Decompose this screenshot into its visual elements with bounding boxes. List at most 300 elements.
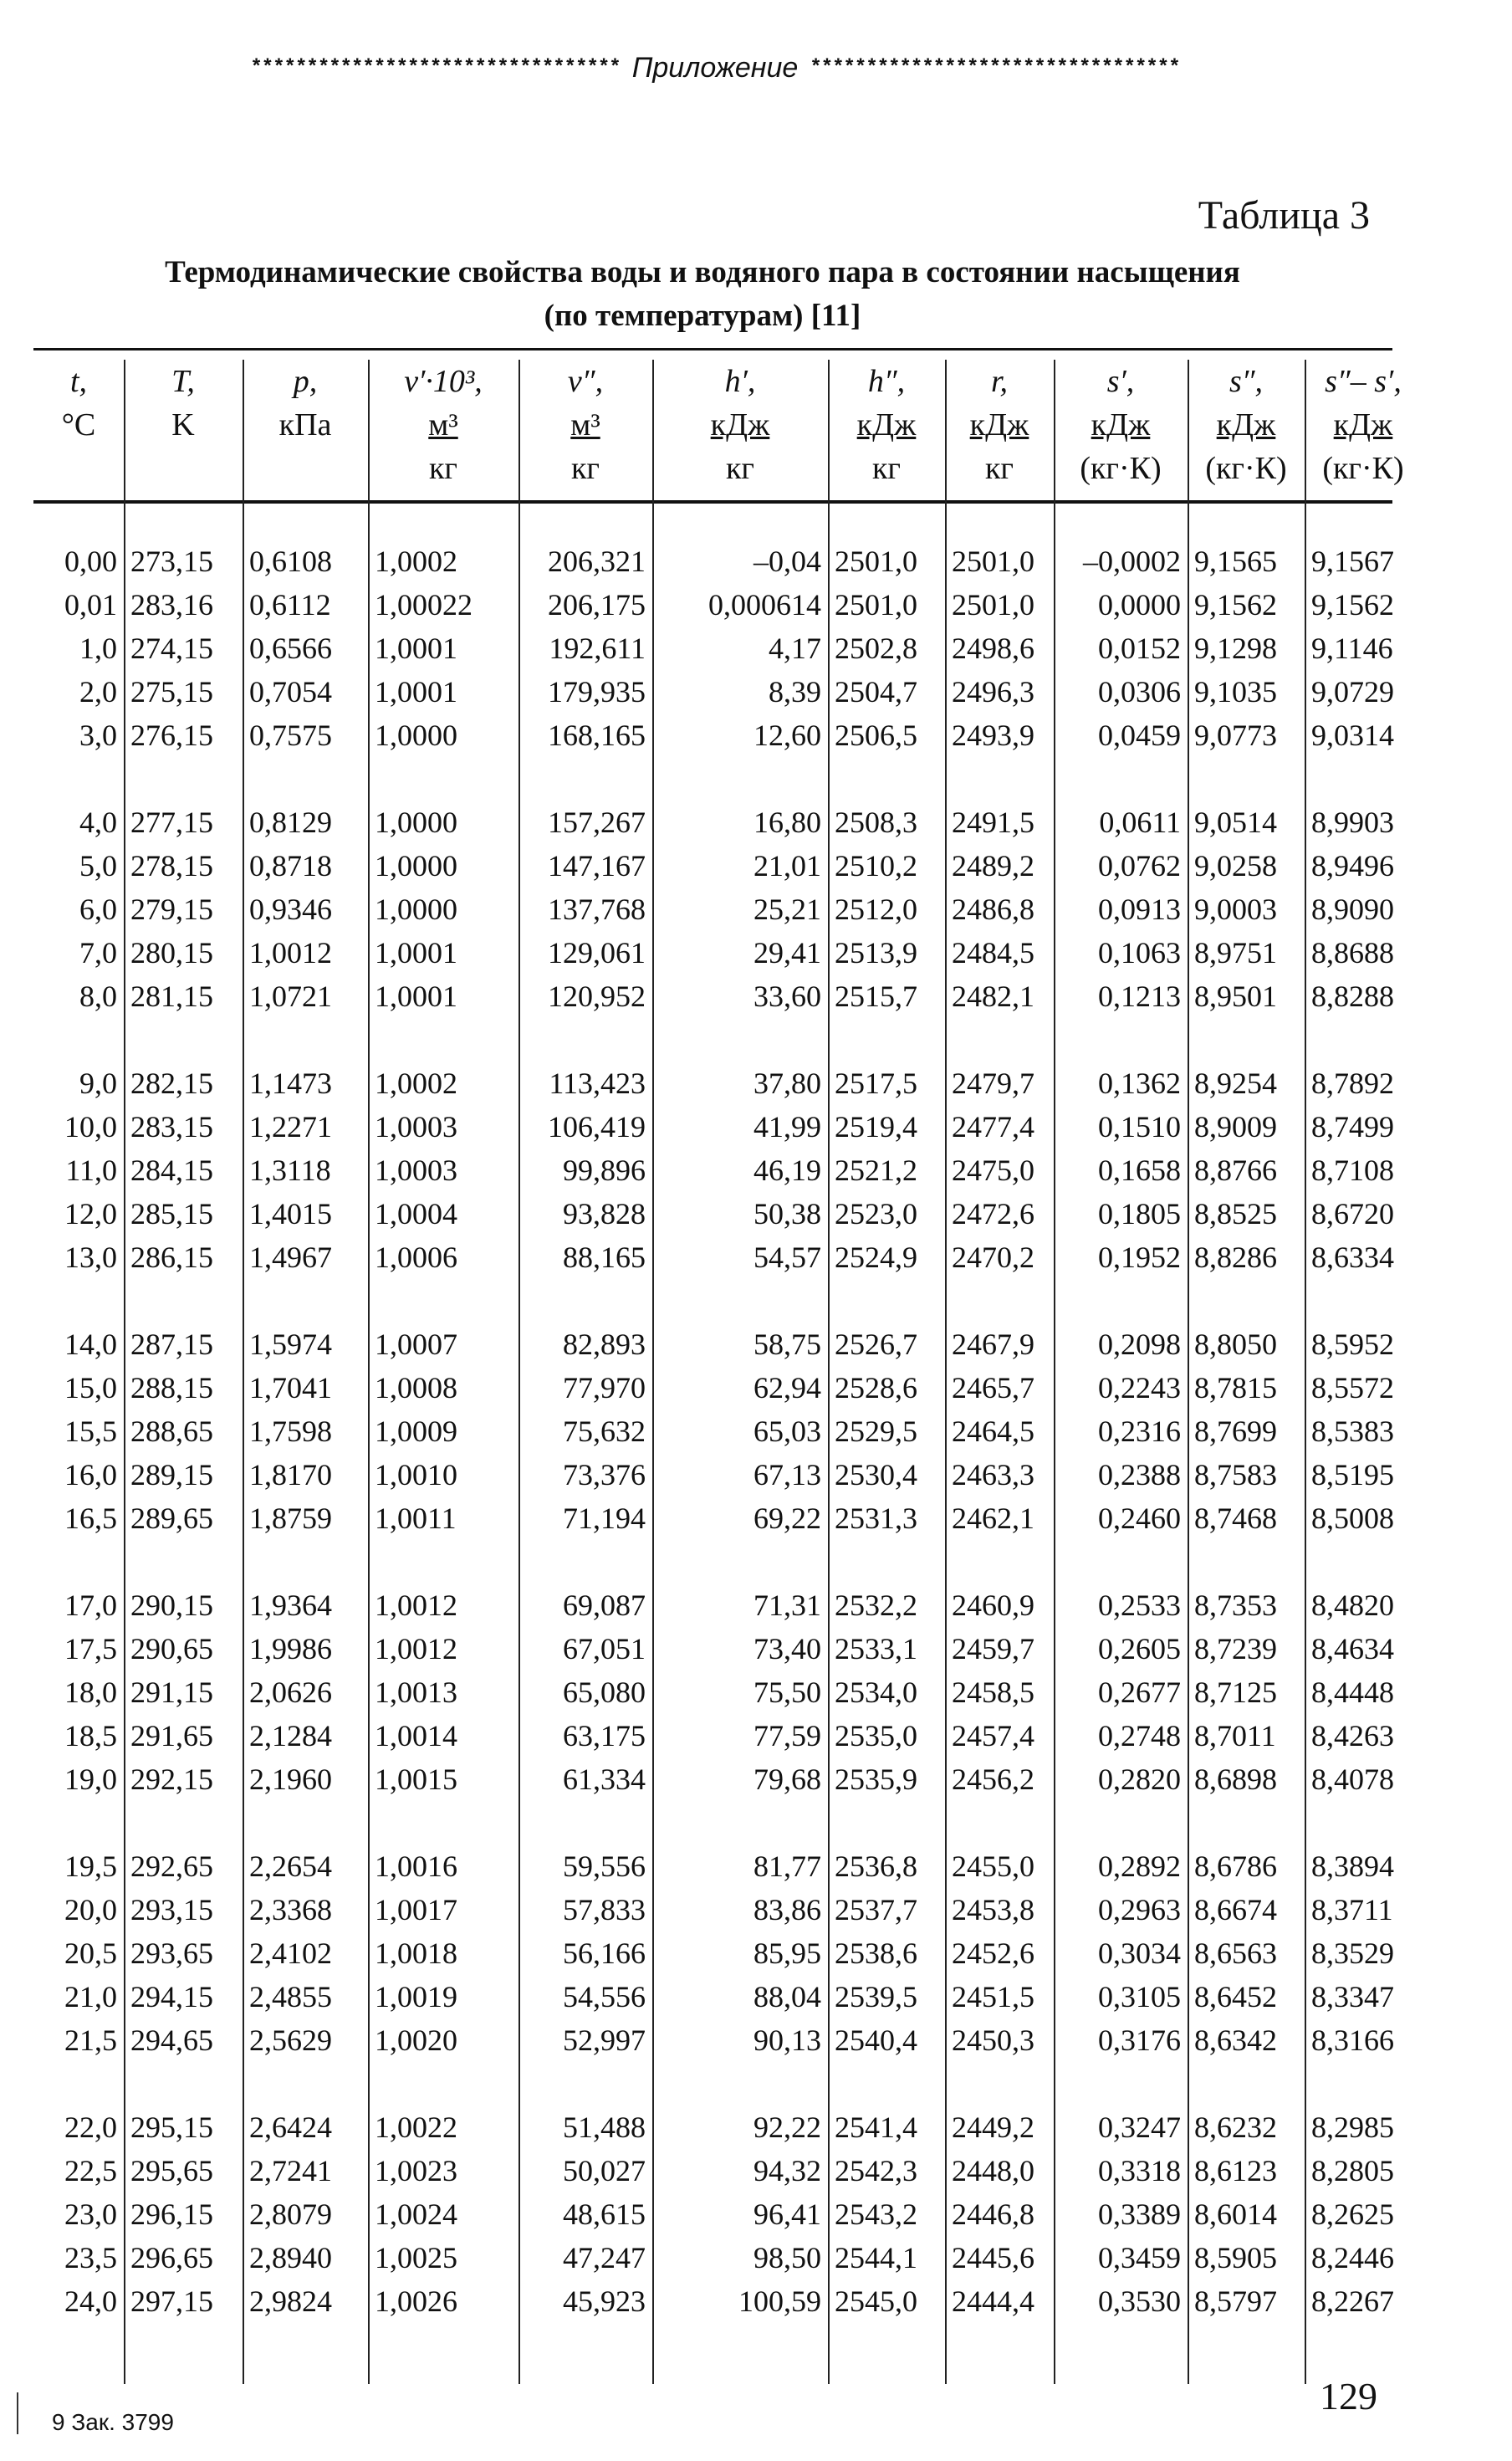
cell-t-kelvin: 278,15	[130, 849, 213, 883]
cell-h-vapor: 2521,2	[835, 1154, 917, 1187]
cell-s-vapor: 8,7353	[1194, 1589, 1277, 1622]
cell-h-liquid: 96,41	[753, 2198, 821, 2231]
cell-v-liquid: 1,0010	[375, 1458, 457, 1491]
cell-v-liquid: 1,0001	[375, 675, 457, 709]
cell-v-vapor: 45,923	[563, 2284, 646, 2318]
cell-r-heat: 2452,6	[952, 1937, 1034, 1970]
cell-v-vapor: 75,632	[563, 1415, 646, 1448]
cell-t-celsius: 4,0	[79, 806, 117, 839]
cell-h-vapor: 2536,8	[835, 1850, 917, 1883]
table-row	[33, 2149, 1422, 2192]
cell-t-celsius: 0,00	[64, 545, 117, 578]
cell-t-celsius: 20,0	[64, 1893, 117, 1926]
cell-v-vapor: 69,087	[563, 1589, 646, 1622]
cell-h-vapor: 2506,5	[835, 719, 917, 752]
header-t-celsius	[33, 360, 124, 494]
cell-h-vapor: 2513,9	[835, 936, 917, 970]
cell-v-vapor: 113,423	[549, 1067, 646, 1100]
cell-s-liquid: 0,1362	[1098, 1067, 1181, 1100]
cell-h-liquid: 21,01	[753, 849, 821, 883]
cell-v-liquid: 1,0014	[375, 1719, 457, 1752]
cell-t-kelvin: 279,15	[130, 893, 213, 926]
cell-s-vapor: 8,7239	[1194, 1632, 1277, 1665]
cell-v-liquid: 1,0001	[375, 632, 457, 665]
cell-v-vapor: 57,833	[563, 1893, 646, 1926]
cell-r-heat: 2460,9	[952, 1589, 1034, 1622]
cell-s-liquid: 0,3530	[1098, 2284, 1181, 2318]
header-pressure-unit: кПа	[278, 407, 332, 443]
cell-v-liquid: 1,00022	[375, 588, 472, 622]
cell-v-liquid: 1,0017	[375, 1893, 457, 1926]
cell-h-liquid: 92,22	[753, 2111, 821, 2144]
cell-t-kelvin: 292,65	[130, 1850, 213, 1883]
cell-pressure: 1,0721	[249, 980, 332, 1013]
cell-s-vapor: 9,1035	[1194, 675, 1277, 709]
table-row	[33, 2105, 1422, 2149]
header-t-celsius-sym: t,	[69, 364, 88, 399]
cell-s-vapor: 8,6232	[1194, 2111, 1277, 2144]
header-s-vapor	[1188, 360, 1305, 494]
cell-t-kelvin: 280,15	[130, 936, 213, 970]
cell-s-diff: 8,5572	[1311, 1371, 1394, 1404]
cell-h-vapor: 2534,0	[835, 1676, 917, 1709]
running-head-title: Приложение	[631, 52, 799, 84]
cell-pressure: 0,8129	[249, 806, 332, 839]
header-h-liquid-den: кг	[725, 451, 755, 486]
cell-s-diff: 8,7108	[1311, 1154, 1394, 1187]
header-h-vapor-sym: h″,	[867, 364, 906, 399]
header-s-vapor-unit: кДж	[1216, 407, 1276, 443]
cell-t-kelvin: 290,65	[130, 1632, 213, 1665]
cell-t-kelvin: 293,15	[130, 1893, 213, 1926]
cell-s-vapor: 9,1565	[1194, 545, 1277, 578]
cell-v-vapor: 77,970	[563, 1371, 646, 1404]
cell-s-liquid: 0,3176	[1098, 2024, 1181, 2057]
cell-t-celsius: 19,0	[64, 1763, 117, 1796]
cell-h-liquid: 75,50	[753, 1676, 821, 1709]
header-s-diff-den: (кг·К)	[1322, 451, 1404, 486]
cell-pressure: 1,1473	[249, 1067, 332, 1100]
cell-v-vapor: 206,321	[548, 545, 646, 578]
cell-h-liquid: 71,31	[753, 1589, 821, 1622]
cell-s-liquid: 0,1658	[1098, 1154, 1181, 1187]
cell-h-vapor: 2542,3	[835, 2154, 917, 2187]
cell-v-vapor: 179,935	[548, 675, 646, 709]
cell-h-liquid: 88,04	[753, 1980, 821, 2013]
cell-h-vapor: 2533,1	[835, 1632, 917, 1665]
header-t-kelvin	[124, 360, 243, 494]
cell-pressure: 1,9986	[249, 1632, 332, 1665]
table-row	[33, 1714, 1422, 1757]
cell-s-vapor: 9,0514	[1194, 806, 1277, 839]
cell-t-kelvin: 291,65	[130, 1719, 213, 1752]
cell-r-heat: 2498,6	[952, 632, 1034, 665]
cell-v-vapor: 120,952	[548, 980, 646, 1013]
cell-v-liquid: 1,0007	[375, 1328, 457, 1361]
cell-h-liquid: 65,03	[753, 1415, 821, 1448]
cell-s-liquid: 0,3459	[1098, 2241, 1181, 2274]
cell-v-liquid: 1,0003	[375, 1110, 457, 1144]
cell-s-vapor: 9,0003	[1194, 893, 1277, 926]
cell-pressure: 2,4102	[249, 1937, 332, 1970]
cell-s-liquid: 0,2820	[1098, 1763, 1181, 1796]
cell-pressure: 2,4855	[249, 1980, 332, 2013]
header-s-liquid-sym: s′,	[1106, 364, 1135, 399]
table-row	[33, 1453, 1422, 1497]
cell-v-vapor: 99,896	[563, 1154, 646, 1187]
cell-s-diff: 8,3711	[1311, 1893, 1393, 1926]
cell-v-liquid: 1,0023	[375, 2154, 457, 2187]
cell-s-liquid: 0,2677	[1098, 1676, 1181, 1709]
cell-r-heat: 2457,4	[952, 1719, 1034, 1752]
cell-s-vapor: 8,9254	[1194, 1067, 1277, 1100]
cell-s-liquid: 0,1805	[1098, 1197, 1181, 1230]
cell-s-diff: 9,1146	[1311, 632, 1393, 665]
cell-t-kelvin: 277,15	[130, 806, 213, 839]
cell-s-diff: 8,2267	[1311, 2284, 1394, 2318]
cell-t-celsius: 15,5	[64, 1415, 117, 1448]
cell-t-celsius: 14,0	[64, 1328, 117, 1361]
cell-h-liquid: 54,57	[753, 1241, 821, 1274]
cell-pressure: 1,7598	[249, 1415, 332, 1448]
cell-v-liquid: 1,0026	[375, 2284, 457, 2318]
table-row	[33, 2018, 1422, 2062]
header-s-vapor-sym: s″,	[1228, 364, 1264, 399]
cell-r-heat: 2496,3	[952, 675, 1034, 709]
cell-s-liquid: 0,2316	[1098, 1415, 1181, 1448]
cell-s-vapor: 9,0258	[1194, 849, 1277, 883]
cell-h-liquid: 98,50	[753, 2241, 821, 2274]
table-row	[33, 1627, 1422, 1671]
cell-s-vapor: 8,7011	[1194, 1719, 1276, 1752]
cell-s-liquid: 0,0152	[1098, 632, 1181, 665]
cell-v-liquid: 1,0013	[375, 1676, 457, 1709]
cell-h-vapor: 2502,8	[835, 632, 917, 665]
cell-t-celsius: 2,0	[79, 675, 117, 709]
cell-v-vapor: 71,194	[563, 1502, 646, 1535]
header-v-liquid-sym: v′·10³,	[404, 364, 483, 399]
cell-pressure: 1,9364	[249, 1589, 332, 1622]
cell-t-kelvin: 286,15	[130, 1241, 213, 1274]
header-h-liquid	[652, 360, 828, 494]
cell-h-liquid: 83,86	[753, 1893, 821, 1926]
cell-t-celsius: 18,5	[64, 1719, 117, 1752]
cell-s-diff: 8,2625	[1311, 2198, 1394, 2231]
cell-v-liquid: 1,0000	[375, 849, 457, 883]
cell-v-vapor: 47,247	[563, 2241, 646, 2274]
cell-s-vapor: 8,9501	[1194, 980, 1277, 1013]
header-s-vapor-den: (кг·К)	[1205, 451, 1287, 486]
table-row	[33, 1844, 1422, 1888]
table-row	[33, 670, 1422, 714]
cell-t-kelvin: 283,15	[130, 1110, 213, 1144]
cell-r-heat: 2472,6	[952, 1197, 1034, 1230]
cell-s-vapor: 8,6898	[1194, 1763, 1277, 1796]
table-row	[33, 1062, 1422, 1105]
cell-pressure: 2,6424	[249, 2111, 332, 2144]
cell-v-vapor: 192,611	[549, 632, 646, 665]
cell-h-vapor: 2526,7	[835, 1328, 917, 1361]
cell-h-vapor: 2519,4	[835, 1110, 917, 1144]
cell-v-liquid: 1,0002	[375, 545, 457, 578]
table-row	[33, 888, 1422, 931]
cell-v-vapor: 67,051	[563, 1632, 646, 1665]
table-top-rule	[33, 348, 1392, 350]
cell-t-celsius: 17,5	[64, 1632, 117, 1665]
cell-r-heat: 2455,0	[952, 1850, 1034, 1883]
cell-v-vapor: 50,027	[563, 2154, 646, 2187]
cell-pressure: 0,7054	[249, 675, 332, 709]
cell-t-kelvin: 273,15	[130, 545, 213, 578]
cell-v-liquid: 1,0012	[375, 1632, 457, 1665]
cell-t-celsius: 22,0	[64, 2111, 117, 2144]
header-v-vapor-unit: м³	[570, 407, 600, 443]
cell-s-diff: 8,4820	[1311, 1589, 1394, 1622]
table-row	[33, 1497, 1422, 1540]
cell-v-vapor: 206,175	[548, 588, 646, 622]
cell-s-diff: 8,5952	[1311, 1328, 1394, 1361]
cell-s-liquid: 0,0762	[1098, 849, 1181, 883]
cell-h-liquid: 81,77	[753, 1850, 821, 1883]
cell-s-liquid: 0,0000	[1098, 588, 1181, 622]
cell-r-heat: 2450,3	[952, 2024, 1034, 2057]
cell-r-heat: 2484,5	[952, 936, 1034, 970]
cell-v-vapor: 157,267	[548, 806, 646, 839]
cell-s-liquid: 0,0459	[1098, 719, 1181, 752]
cell-s-liquid: 0,2748	[1098, 1719, 1181, 1752]
cell-v-vapor: 147,167	[548, 849, 646, 883]
table-row	[33, 1149, 1422, 1192]
cell-h-vapor: 2538,6	[835, 1937, 917, 1970]
cell-s-vapor: 8,5797	[1194, 2284, 1277, 2318]
header-r-heat-den: кг	[984, 451, 1014, 486]
cell-h-liquid: 0,000614	[708, 588, 821, 622]
cell-s-diff: 9,0729	[1311, 675, 1394, 709]
cell-pressure: 2,1960	[249, 1763, 332, 1796]
cell-v-liquid: 1,0001	[375, 936, 457, 970]
cell-s-diff: 8,3529	[1311, 1937, 1394, 1970]
cell-t-celsius: 1,0	[79, 632, 117, 665]
cell-s-liquid: 0,2533	[1098, 1589, 1181, 1622]
cell-v-liquid: 1,0002	[375, 1067, 457, 1100]
cell-h-vapor: 2545,0	[835, 2284, 917, 2318]
cell-s-diff: 8,8288	[1311, 980, 1394, 1013]
cell-r-heat: 2467,9	[952, 1328, 1034, 1361]
header-r-heat-unit: кДж	[969, 407, 1029, 443]
header-v-liquid-unit: м³	[428, 407, 458, 443]
cell-t-kelvin: 295,65	[130, 2154, 213, 2187]
cell-v-liquid: 1,0011	[375, 1502, 457, 1535]
cell-v-vapor: 93,828	[563, 1197, 646, 1230]
cell-h-vapor: 2523,0	[835, 1197, 917, 1230]
cell-v-liquid: 1,0008	[375, 1371, 457, 1404]
cell-pressure: 0,6566	[249, 632, 332, 665]
cell-s-diff: 8,5008	[1311, 1502, 1394, 1535]
cell-h-liquid: 16,80	[753, 806, 821, 839]
cell-r-heat: 2482,1	[952, 980, 1034, 1013]
cell-s-liquid: 0,0306	[1098, 675, 1181, 709]
cell-v-vapor: 54,556	[563, 1980, 646, 2013]
cell-v-liquid: 1,0001	[375, 980, 457, 1013]
cell-s-liquid: 0,2963	[1098, 1893, 1181, 1926]
cell-t-celsius: 16,0	[64, 1458, 117, 1491]
table-row	[33, 2279, 1422, 2323]
table-number: Таблица 3	[1198, 193, 1370, 238]
cell-s-vapor: 9,0773	[1194, 719, 1277, 752]
cell-t-celsius: 10,0	[64, 1110, 117, 1144]
cell-r-heat: 2448,0	[952, 2154, 1034, 2187]
cell-v-liquid: 1,0000	[375, 806, 457, 839]
cell-v-liquid: 1,0000	[375, 893, 457, 926]
cell-s-liquid: 0,1063	[1098, 936, 1181, 970]
cell-t-kelvin: 289,15	[130, 1458, 213, 1491]
table-caption-line-1: Термодинамические свойства воды и водяного пара в состоянии насыщения	[165, 255, 1240, 289]
cell-s-vapor: 8,6342	[1194, 2024, 1277, 2057]
cell-r-heat: 2501,0	[952, 545, 1034, 578]
header-v-liquid-den: кг	[428, 451, 458, 486]
cell-h-liquid: –0,04	[753, 545, 821, 578]
header-h-vapor-unit: кДж	[856, 407, 917, 443]
cell-v-liquid: 1,0018	[375, 1937, 457, 1970]
table-row	[33, 540, 1422, 583]
cell-pressure: 2,1284	[249, 1719, 332, 1752]
cell-pressure: 2,7241	[249, 2154, 332, 2187]
table-row	[33, 583, 1422, 627]
cell-pressure: 1,2271	[249, 1110, 332, 1144]
cell-s-diff: 8,8688	[1311, 936, 1394, 970]
header-pressure	[243, 360, 368, 494]
cell-t-kelvin: 296,65	[130, 2241, 213, 2274]
cell-t-celsius: 24,0	[64, 2284, 117, 2318]
cell-h-liquid: 100,59	[738, 2284, 821, 2318]
cell-t-celsius: 11,0	[65, 1154, 117, 1187]
cell-h-vapor: 2508,3	[835, 806, 917, 839]
cell-s-diff: 8,4448	[1311, 1676, 1394, 1709]
cell-s-vapor: 8,6123	[1194, 2154, 1277, 2187]
cell-t-kelvin: 275,15	[130, 675, 213, 709]
running-head-stars-right: *********************************	[810, 57, 1180, 79]
cell-s-diff: 8,5195	[1311, 1458, 1394, 1491]
cell-s-vapor: 8,7468	[1194, 1502, 1277, 1535]
cell-pressure: 1,5974	[249, 1328, 332, 1361]
cell-v-liquid: 1,0016	[375, 1850, 457, 1883]
cell-s-vapor: 8,9751	[1194, 936, 1277, 970]
header-s-diff	[1305, 360, 1422, 494]
cell-pressure: 2,9824	[249, 2284, 332, 2318]
header-s-liquid	[1054, 360, 1188, 494]
cell-pressure: 2,8940	[249, 2241, 332, 2274]
cell-v-vapor: 106,419	[548, 1110, 646, 1144]
cell-t-kelvin: 274,15	[130, 632, 213, 665]
cell-v-vapor: 56,166	[563, 1937, 646, 1970]
cell-t-celsius: 15,0	[64, 1371, 117, 1404]
cell-pressure: 2,8079	[249, 2198, 332, 2231]
cell-t-kelvin: 288,65	[130, 1415, 213, 1448]
margin-mark	[17, 2392, 18, 2434]
cell-s-diff: 8,9090	[1311, 893, 1394, 926]
header-h-liquid-sym: h′,	[724, 364, 756, 399]
table-row	[33, 2236, 1422, 2279]
cell-s-liquid: –0,0002	[1083, 545, 1181, 578]
header-v-vapor-sym: v″,	[567, 364, 604, 399]
cell-t-kelvin: 294,65	[130, 2024, 213, 2057]
cell-r-heat: 2475,0	[952, 1154, 1034, 1187]
cell-h-vapor: 2537,7	[835, 1893, 917, 1926]
cell-t-celsius: 20,5	[64, 1937, 117, 1970]
cell-v-vapor: 73,376	[563, 1458, 646, 1491]
cell-t-celsius: 17,0	[64, 1589, 117, 1622]
cell-pressure: 2,5629	[249, 2024, 332, 2057]
cell-t-kelvin: 276,15	[130, 719, 213, 752]
cell-v-liquid: 1,0009	[375, 1415, 457, 1448]
cell-t-celsius: 21,5	[64, 2024, 117, 2057]
cell-h-vapor: 2501,0	[835, 545, 917, 578]
cell-s-liquid: 0,3318	[1098, 2154, 1181, 2187]
cell-v-liquid: 1,0004	[375, 1197, 457, 1230]
cell-s-vapor: 8,8286	[1194, 1241, 1277, 1274]
cell-h-liquid: 33,60	[753, 980, 821, 1013]
cell-r-heat: 2459,7	[952, 1632, 1034, 1665]
cell-t-celsius: 16,5	[64, 1502, 117, 1535]
cell-h-liquid: 79,68	[753, 1763, 821, 1796]
cell-s-vapor: 8,9009	[1194, 1110, 1277, 1144]
cell-t-kelvin: 292,15	[130, 1763, 213, 1796]
cell-v-vapor: 137,768	[548, 893, 646, 926]
cell-t-celsius: 13,0	[64, 1241, 117, 1274]
cell-s-vapor: 8,5905	[1194, 2241, 1277, 2274]
cell-h-vapor: 2540,4	[835, 2024, 917, 2057]
table-row	[33, 1888, 1422, 1931]
cell-t-kelvin: 288,15	[130, 1371, 213, 1404]
table-row	[33, 1105, 1422, 1149]
cell-t-celsius: 23,5	[64, 2241, 117, 2274]
cell-s-vapor: 8,6674	[1194, 1893, 1277, 1926]
table-row	[33, 627, 1422, 670]
table-row	[33, 1192, 1422, 1236]
cell-h-vapor: 2528,6	[835, 1371, 917, 1404]
cell-h-vapor: 2512,0	[835, 893, 917, 926]
cell-v-vapor: 82,893	[563, 1328, 646, 1361]
cell-h-liquid: 69,22	[753, 1502, 821, 1535]
cell-s-diff: 8,6720	[1311, 1197, 1394, 1230]
cell-r-heat: 2446,8	[952, 2198, 1034, 2231]
cell-s-vapor: 9,1298	[1194, 632, 1277, 665]
header-s-diff-sym: s″– s′,	[1325, 364, 1402, 399]
cell-pressure: 0,9346	[249, 893, 332, 926]
cell-s-diff: 8,4634	[1311, 1632, 1394, 1665]
cell-s-liquid: 0,0611	[1099, 806, 1181, 839]
cell-s-liquid: 0,2892	[1098, 1850, 1181, 1883]
cell-v-vapor: 59,556	[563, 1850, 646, 1883]
cell-s-liquid: 0,1952	[1098, 1241, 1181, 1274]
cell-t-kelvin: 290,15	[130, 1589, 213, 1622]
cell-pressure: 2,3368	[249, 1893, 332, 1926]
cell-s-vapor: 8,7699	[1194, 1415, 1277, 1448]
cell-t-kelvin: 293,65	[130, 1937, 213, 1970]
cell-s-liquid: 0,1213	[1098, 980, 1181, 1013]
cell-h-vapor: 2515,7	[835, 980, 917, 1013]
table-caption	[50, 251, 1355, 338]
cell-v-liquid: 1,0015	[375, 1763, 457, 1796]
cell-r-heat: 2493,9	[952, 719, 1034, 752]
cell-r-heat: 2470,2	[952, 1241, 1034, 1274]
cell-v-liquid: 1,0022	[375, 2111, 457, 2144]
cell-h-liquid: 85,95	[753, 1937, 821, 1970]
header-s-liquid-den: (кг·К)	[1080, 451, 1162, 486]
cell-t-kelvin: 297,15	[130, 2284, 213, 2318]
cell-t-celsius: 6,0	[79, 893, 117, 926]
cell-v-vapor: 61,334	[563, 1763, 646, 1796]
